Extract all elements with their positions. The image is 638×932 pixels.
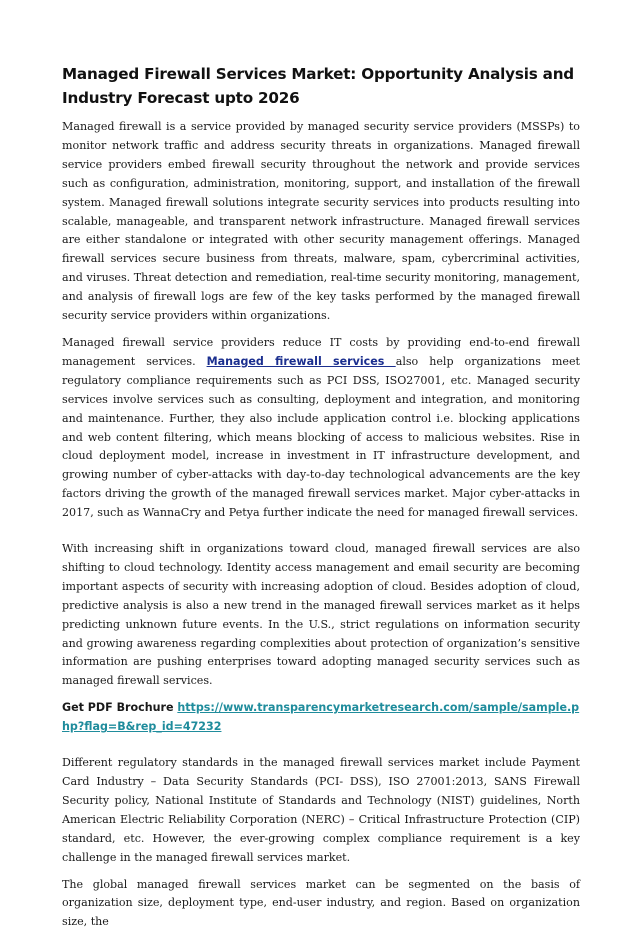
paragraph-regulatory-standards: Different regulatory standards in the managed firewall services market include Payment Card Industry – Data Security Standards (PCI- DSS), ISO 27001:2013, SANS Firewall Security policy, National Institute of Standards and Technology (NIST) guidelines, North American Electric Reliability Corporation (NERC) – Critical Infrastructure Protection (CIP) standard, etc. However, the ever-growing complex compliance requirement is a key challenge in the managed firewall services market. — [62, 756, 580, 864]
paragraph-cost-reduction — [62, 334, 580, 523]
document-title: Managed Firewall Services Market: Opportunity Analysis and Industry Forecast upto 2026 — [62, 65, 574, 107]
paragraph-cost-reduction-start: Managed firewall service providers reduce IT costs by providing end-to-end firewall management services. — [62, 335, 580, 368]
pdf-brochure-line — [62, 699, 580, 737]
pdf-brochure-link[interactable]: https://www.transparencymarketresearch.com/sample/sample.php?flag=B&rep_id=47232 — [62, 701, 580, 734]
paragraph-cloud-shift: With increasing shift in organizations toward cloud, managed firewall services are also shifting to cloud technology. Identity access management and email security are becoming important aspects of security with increasing adoption of cloud. Besides adoption of cloud, predictive analysis is also a new trend in the managed firewall services market as it helps predicting unknown future events. In the U.S., strict regulations on information security and growing awareness regarding complexities about protection of organization’s sensitive information are pushing enterprises toward adopting managed security services such as managed firewall services. — [62, 542, 580, 688]
managed-firewall-services-link[interactable]: Managed firewall services — [206, 354, 396, 368]
paragraph-intro: Managed firewall is a service provided by managed security service providers (MSSPs) to monitor network traffic and address security threats in organizations. Managed firewall service providers embed firewall security throughout the network and provide services such as configuration, administration, monitoring, support, and installation of the firewall system. Managed firewall solutions integrate security services into products resulting into scalable, manageable, and transparent network infrastructure. Managed firewall services are either standalone or integrated with other security management offerings. Managed firewall services secure business from threats, malware, spam, cybercriminal activities, and viruses. Threat detection and remediation, real-time security monitoring, management, and analysis of firewall logs are few of the key tasks performed by the managed firewall security service providers within organizations. — [62, 120, 580, 323]
paragraph-cost-reduction-end: also help organizations meet regulatory compliance requirements such as PCI DSS, ISO27001, etc. Managed security services involve services such as consulting, deployment and integration, and monitoring and maintenance. Further, they also include application control i.e. blocking applications and web content filtering, which means blocking of access to malicious websites. Rise in cloud deployment model, increase in investment in IT infrastructure development, and growing number of cyber-attacks with day-to-day technological advancements are the key factors driving the growth of the managed firewall services market. Major cyber-attacks in 2017, such as WannaCry and Petya further indicate the need for managed firewall services. — [62, 354, 580, 520]
pdf-brochure-label: Get PDF Brochure — [62, 701, 178, 715]
paragraph-segmentation: The global managed firewall services market can be segmented on the basis of organization size, deployment type, end-user industry, and region. Based on organization size, the — [62, 877, 580, 929]
